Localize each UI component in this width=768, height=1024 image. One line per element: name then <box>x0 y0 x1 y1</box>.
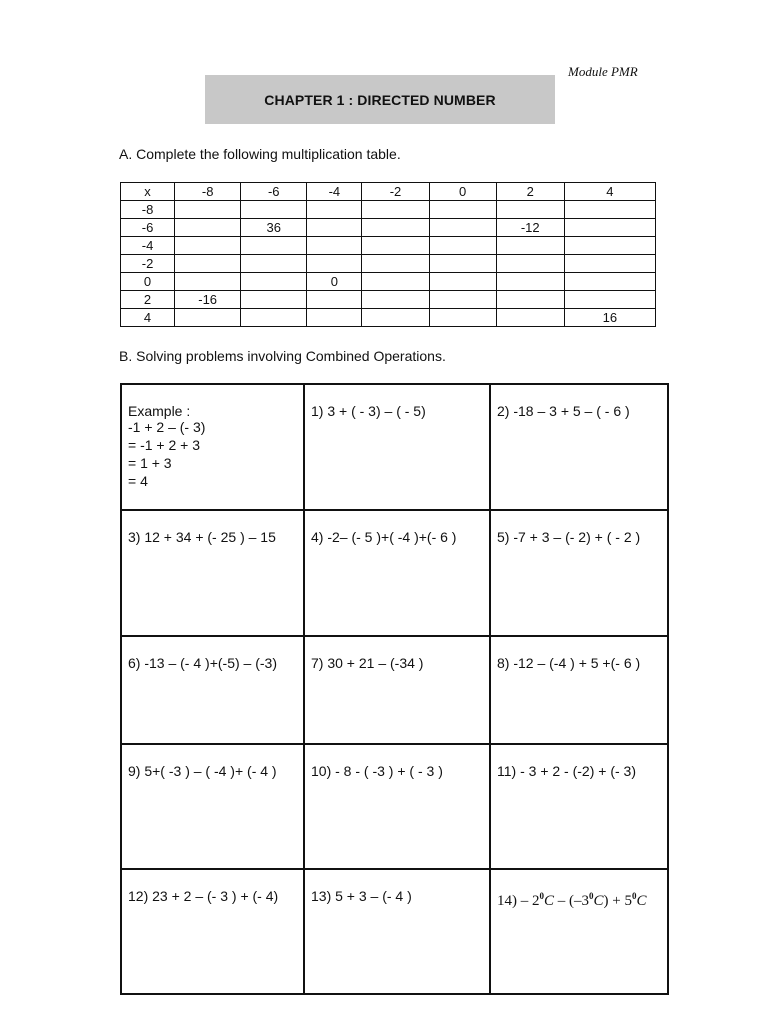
table-cell[interactable] <box>429 219 496 237</box>
table-cell[interactable] <box>175 273 241 291</box>
module-label: Module PMR <box>568 64 638 79</box>
chapter-title: CHAPTER 1 : DIRECTED NUMBER <box>264 91 496 108</box>
table-row <box>121 237 656 255</box>
expression-part: ) + 5 <box>603 893 632 909</box>
problem-text: 11) - 3 + 2 - (-2) + (- 3) <box>497 763 636 779</box>
table-cell[interactable] <box>564 291 655 309</box>
expression-part: 0 <box>632 891 637 901</box>
row-header: 0 <box>121 273 175 291</box>
table-row <box>121 291 656 309</box>
problem-cell[interactable] <box>304 510 490 636</box>
table-cell[interactable] <box>564 201 655 219</box>
table-cell[interactable]: -16 <box>175 291 241 309</box>
problem-text: 1) 3 + ( - 3) – ( - 5) <box>311 403 426 419</box>
table-header-row <box>121 183 656 201</box>
problem-cell[interactable] <box>490 869 668 994</box>
col-header: -4 <box>307 183 362 201</box>
table-cell[interactable]: 0 <box>307 273 362 291</box>
expression-part: C <box>593 893 604 909</box>
table-cell[interactable] <box>564 273 655 291</box>
table-cell[interactable] <box>496 309 564 327</box>
table-cell[interactable] <box>496 273 564 291</box>
example-line: = 1 + 3 <box>128 455 172 471</box>
problem-cell[interactable] <box>121 510 304 636</box>
problem-text: 4) -2– (- 5 )+( -4 )+(- 6 ) <box>311 529 457 545</box>
section-a-heading: A. Complete the following multiplication table. <box>119 146 401 162</box>
table-cell[interactable] <box>241 201 307 219</box>
table-cell[interactable] <box>429 291 496 309</box>
table-cell[interactable] <box>241 273 307 291</box>
table-cell[interactable] <box>307 237 362 255</box>
table-cell[interactable] <box>241 291 307 309</box>
table-cell[interactable] <box>175 255 241 273</box>
expression-part: – 2 <box>517 893 540 909</box>
table-cell[interactable] <box>496 237 564 255</box>
row-header: 4 <box>121 309 175 327</box>
problem-cell[interactable] <box>304 636 490 744</box>
expression-part: 0 <box>539 891 544 901</box>
problem-cell[interactable] <box>304 384 490 510</box>
problem-cell[interactable] <box>490 384 668 510</box>
table-cell[interactable] <box>429 237 496 255</box>
problem-text: 7) 30 + 21 – (-34 ) <box>311 655 424 671</box>
section-b-heading: B. Solving problems involving Combined Operations. <box>119 348 446 364</box>
table-cell[interactable] <box>496 255 564 273</box>
table-cell[interactable] <box>362 237 429 255</box>
problem-cell[interactable] <box>121 636 304 744</box>
row-header: 2 <box>121 291 175 309</box>
multiplication-table <box>120 182 656 327</box>
table-cell[interactable] <box>307 201 362 219</box>
table-row <box>121 201 656 219</box>
problem-text: 8) -12 – (-4 ) + 5 +(- 6 ) <box>497 655 641 671</box>
problem-cell[interactable] <box>490 510 668 636</box>
table-cell[interactable] <box>429 255 496 273</box>
example-line: -1 + 2 – (- 3) <box>128 419 206 435</box>
problem-cell[interactable] <box>490 744 668 869</box>
table-cell[interactable] <box>175 201 241 219</box>
table-cell[interactable] <box>429 273 496 291</box>
table-cell[interactable]: 36 <box>241 219 307 237</box>
problem-text: 13) 5 + 3 – (- 4 ) <box>311 888 412 904</box>
table-cell[interactable] <box>496 291 564 309</box>
expression-part: C <box>544 893 555 909</box>
problem-text: 5) -7 + 3 – (- 2) + ( - 2 ) <box>497 529 641 545</box>
table-cell[interactable] <box>307 219 362 237</box>
table-row <box>121 255 656 273</box>
chapter-title-box <box>205 75 555 124</box>
problem-text: 3) 12 + 34 + (- 25 ) – 15 <box>128 529 276 545</box>
problem-cell[interactable] <box>121 744 304 869</box>
problem-text: 2) -18 – 3 + 5 – ( - 6 ) <box>497 403 630 419</box>
example-title: Example : <box>128 403 191 419</box>
col-header: 2 <box>496 183 564 201</box>
table-cell[interactable] <box>307 291 362 309</box>
table-cell[interactable] <box>175 237 241 255</box>
table-row <box>121 273 656 291</box>
table-cell[interactable] <box>429 309 496 327</box>
table-cell[interactable] <box>362 273 429 291</box>
table-cell[interactable] <box>307 309 362 327</box>
col-header: -2 <box>362 183 429 201</box>
table-cell[interactable]: -12 <box>496 219 564 237</box>
table-cell[interactable]: 16 <box>564 309 655 327</box>
table-row <box>121 219 656 237</box>
expression-part: C <box>636 893 647 909</box>
table-cell[interactable] <box>564 237 655 255</box>
problem-text: 6) -13 – (- 4 )+(-5) – (-3) <box>128 655 277 671</box>
col-header: 0 <box>429 183 496 201</box>
row-header: -2 <box>121 255 175 273</box>
table-cell[interactable] <box>564 219 655 237</box>
row-header: -6 <box>121 219 175 237</box>
problem-text: 12) 23 + 2 – (- 3 ) + (- 4) <box>128 888 279 904</box>
table-cell[interactable] <box>362 291 429 309</box>
expression-part: 0 <box>589 891 594 901</box>
table-cell[interactable] <box>496 201 564 219</box>
example-line: = 4 <box>128 473 148 489</box>
table-cell[interactable] <box>429 201 496 219</box>
table-cell[interactable] <box>362 201 429 219</box>
table-cell[interactable] <box>564 255 655 273</box>
col-header: -6 <box>241 183 307 201</box>
table-cell[interactable] <box>175 219 241 237</box>
table-cell[interactable] <box>307 255 362 273</box>
table-cell[interactable] <box>175 309 241 327</box>
table-cell[interactable] <box>362 309 429 327</box>
problem-text: 10) - 8 - ( -3 ) + ( - 3 ) <box>311 763 443 779</box>
table-cell[interactable] <box>241 309 307 327</box>
table-corner: x <box>121 183 175 201</box>
col-header: 4 <box>564 183 655 201</box>
problem-text: 9) 5+( -3 ) – ( -4 )+ (- 4 ) <box>128 763 277 779</box>
problem-cell[interactable] <box>121 869 304 994</box>
example-line: = -1 + 2 + 3 <box>128 437 200 453</box>
expression-part: – (–3 <box>554 893 590 909</box>
problem-cell[interactable] <box>304 869 490 994</box>
table-cell[interactable] <box>241 237 307 255</box>
table-cell[interactable] <box>241 255 307 273</box>
row-header: -8 <box>121 201 175 219</box>
problem-cell[interactable] <box>304 744 490 869</box>
col-header: -8 <box>175 183 241 201</box>
combined-operations-grid <box>120 383 669 995</box>
problem-cell[interactable] <box>490 636 668 744</box>
problem-14-text <box>497 887 661 910</box>
problem-14-number: 14) <box>497 893 517 909</box>
table-cell[interactable] <box>362 219 429 237</box>
table-cell[interactable] <box>362 255 429 273</box>
table-row <box>121 309 656 327</box>
example-cell <box>121 384 304 510</box>
row-header: -4 <box>121 237 175 255</box>
